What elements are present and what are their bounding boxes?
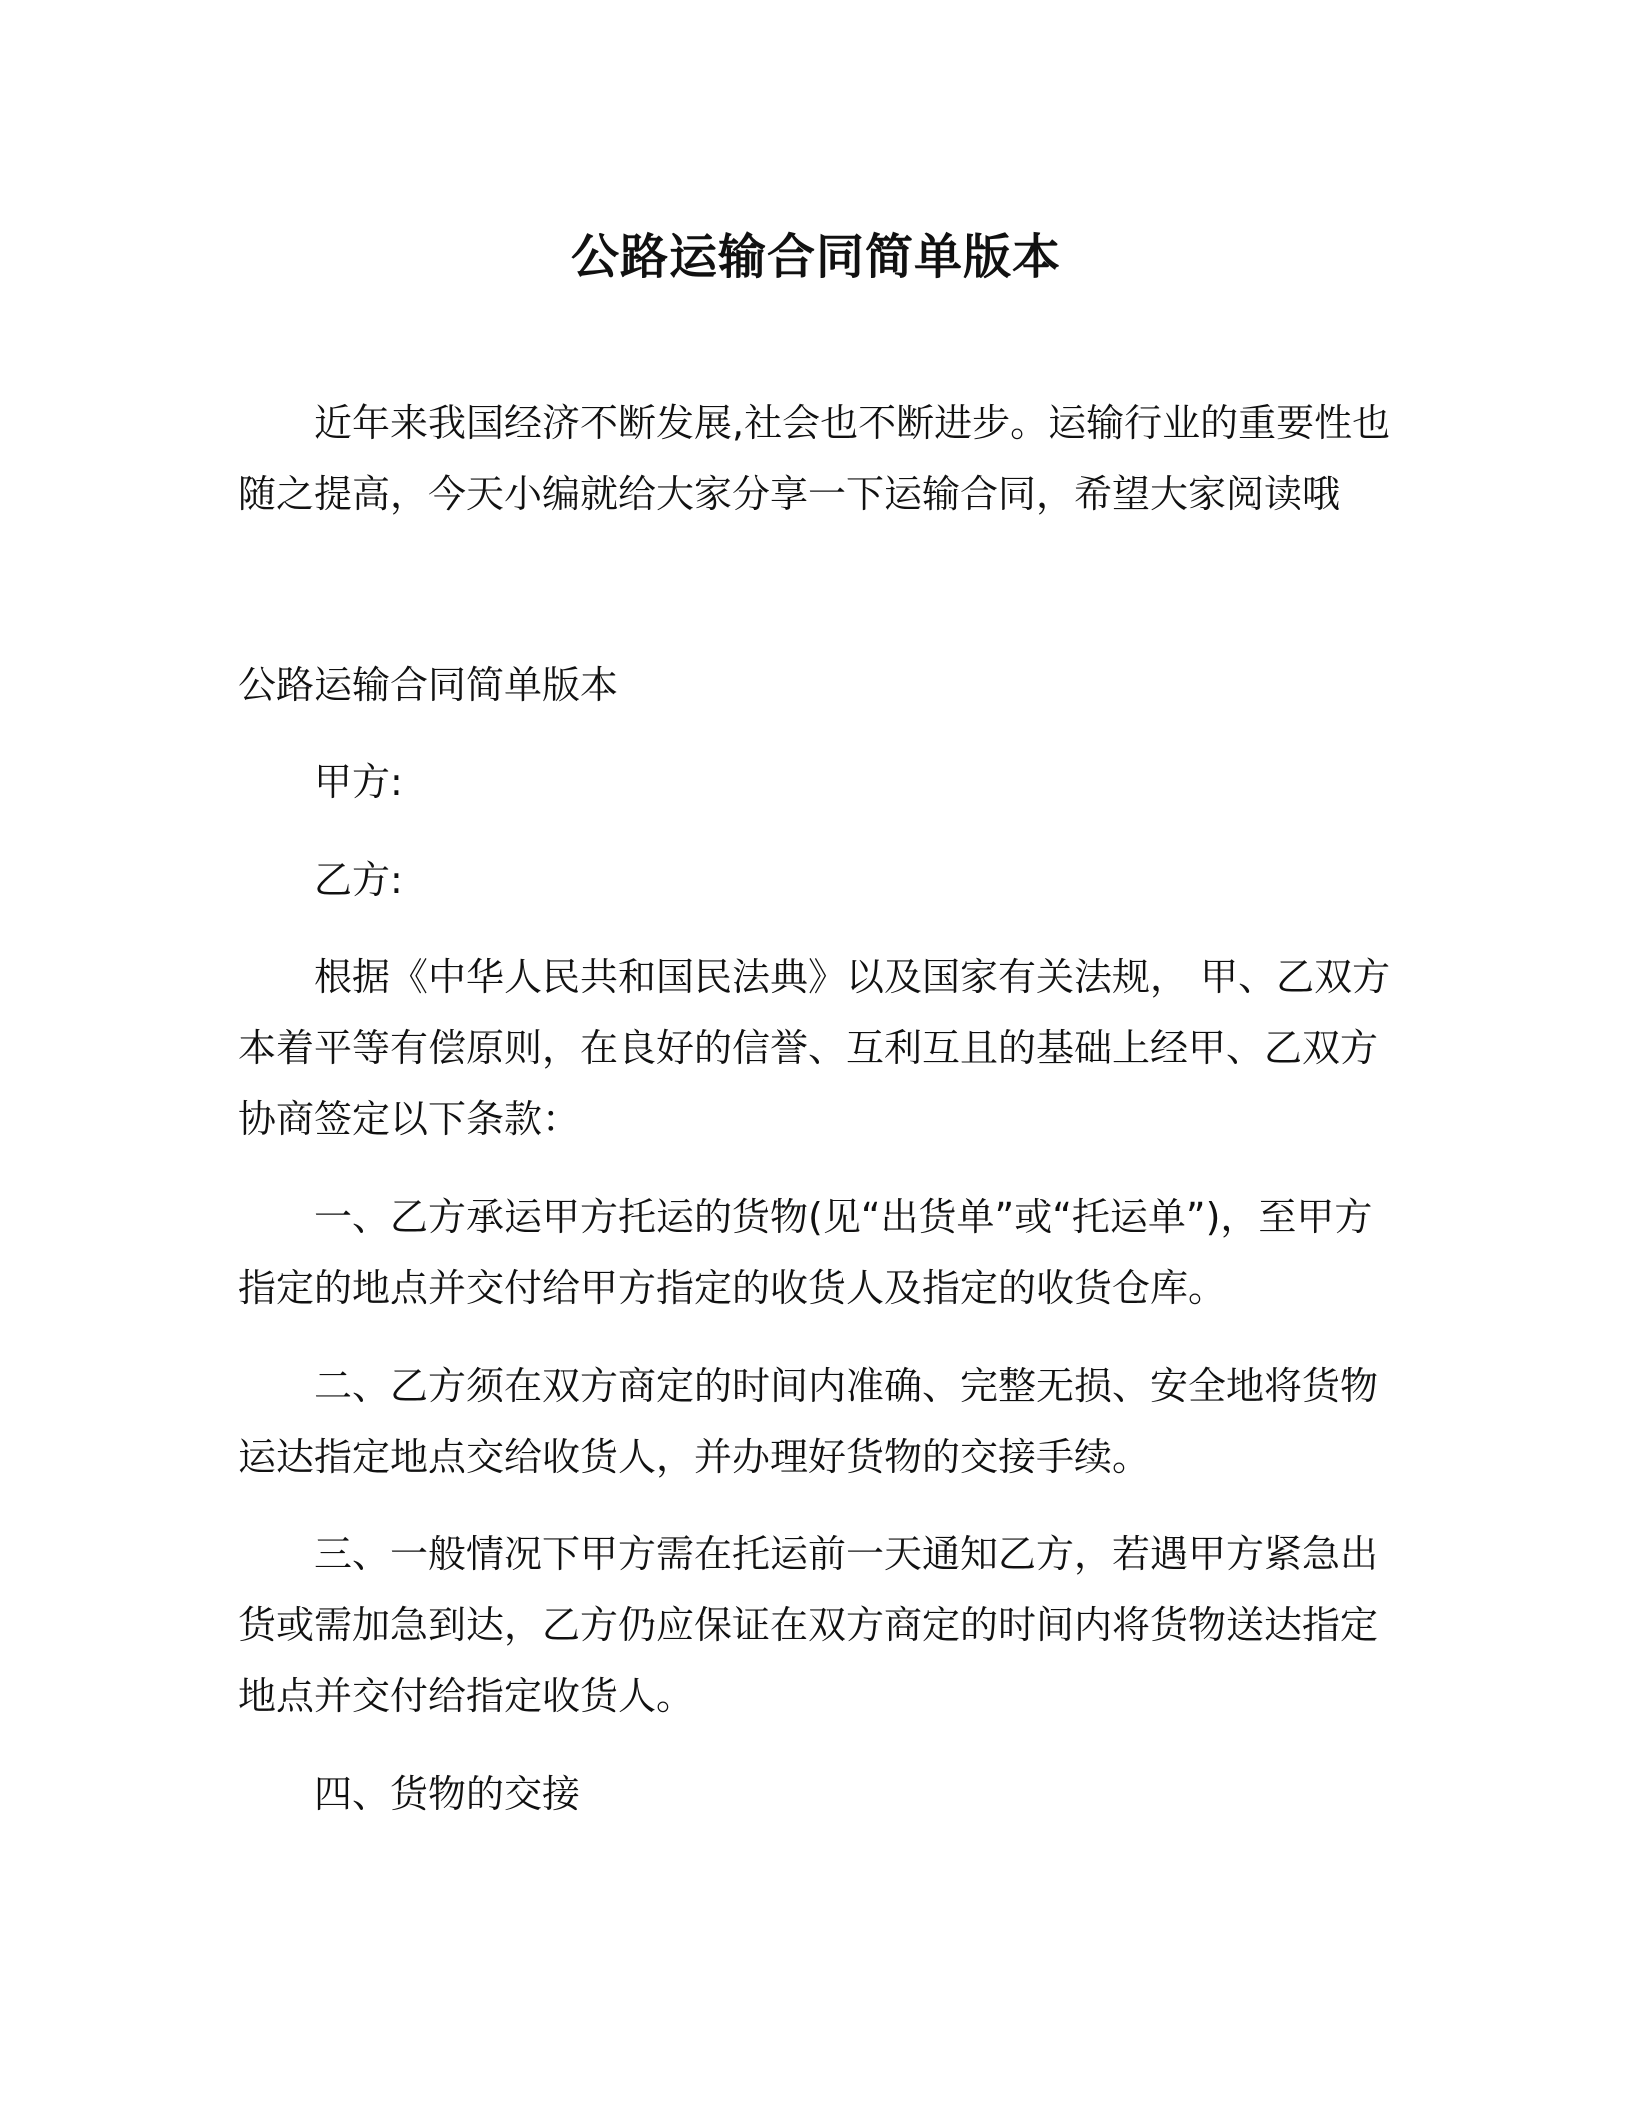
intro-paragraph: 近年来我国经济不断发展,社会也不断进步。运输行业的重要性也随之提高，今天小编就给大家分享一下运输合同，希望大家阅读哦 <box>238 401 1391 516</box>
section-heading: 公路运输合同简单版本 <box>238 663 619 707</box>
preamble-paragraph: 根据《中华人民共和国民法典》以及国家有关法规， 甲、乙双方本着平等有偿原则，在良好的信誉、互利互且的基础上经甲、乙双方协商签定以下条款： <box>238 955 1391 1141</box>
document-title: 公路运输合同简单版本 <box>570 229 1061 285</box>
clause-3-paragraph: 三、一般情况下甲方需在托运前一天通知乙方，若遇甲方紧急出货或需加急到达，乙方仍应保证在双方商定的时间内将货物送达指定地点并交付给指定收货人。 <box>238 1532 1379 1718</box>
party-b-label: 乙方: <box>314 858 403 902</box>
clause-2-paragraph: 二、乙方须在双方商定的时间内准确、完整无损、安全地将货物运达指定地点交给收货人，并办理好货物的交接手续。 <box>238 1364 1379 1479</box>
party-a-label: 甲方: <box>314 760 403 804</box>
clause-4-heading: 四、货物的交接 <box>314 1772 581 1816</box>
clause-1-paragraph: 一、乙方承运甲方托运的货物(见“出货单”或“托运单”)，至甲方指定的地点并交付给甲方指定的收货人及指定的收货仓库。 <box>238 1195 1373 1310</box>
